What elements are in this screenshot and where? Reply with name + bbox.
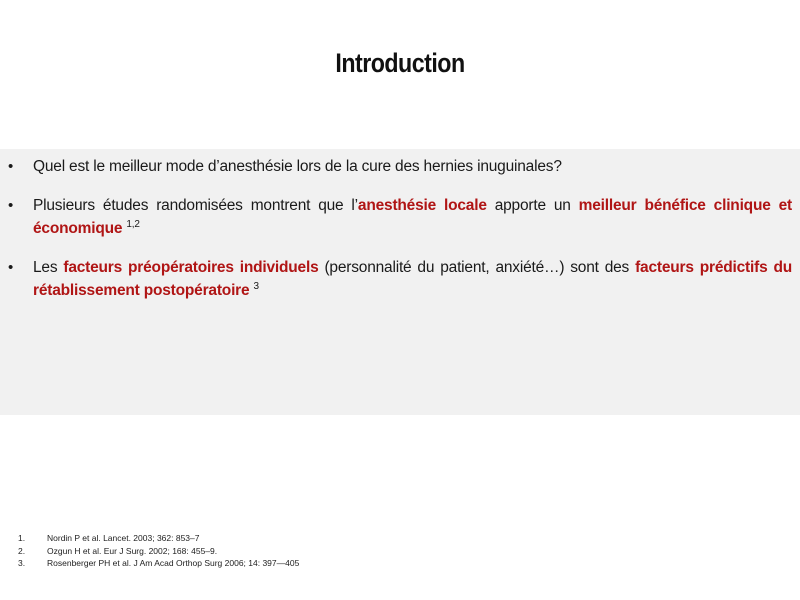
bullet-text: Quel est le meilleur mode d’anesthésie lors de la cure des hernies inuguinales? xyxy=(33,158,562,175)
reference-number: 3. xyxy=(18,558,26,568)
bullet-marker: • xyxy=(8,197,14,214)
highlight-clinical-benefit: meilleur bénéfice clinique et économique xyxy=(33,197,792,237)
reference-superscript: 3 xyxy=(253,281,259,292)
bullet-marker: • xyxy=(8,259,14,276)
bullet-item-randomized-studies xyxy=(0,194,800,240)
bullet-text: (personnalité du patient, anxiété…) sont des xyxy=(318,259,636,276)
reference-number: 2. xyxy=(18,545,26,556)
bullet-list xyxy=(0,155,800,302)
reference-item xyxy=(18,532,778,545)
references-list xyxy=(18,532,778,570)
bullet-text: Plusieurs études randomisées montrent que l’ xyxy=(33,197,358,214)
highlight-predictive-factors: facteurs prédictifs du rétablissement postopératoire xyxy=(33,259,793,299)
reference-item xyxy=(18,557,778,570)
bullet-item-preoperative-factors xyxy=(0,256,800,302)
bullet-text: Les xyxy=(33,259,64,276)
slide-title: Introduction xyxy=(335,48,465,78)
bullet-text: apporte un xyxy=(486,197,579,214)
reference-text: Nordin P et al. Lancet. 2003; 362: 853–7 xyxy=(47,533,200,543)
bullet-item-anesthesia-question xyxy=(0,155,800,178)
reference-text: Ozgun H et al. Eur J Surg. 2002; 168: 455–9. xyxy=(47,545,218,556)
reference-item xyxy=(18,545,778,558)
reference-text: Rosenberger PH et al. J Am Acad Orthop Surg 2006; 14: 397—405 xyxy=(47,558,300,568)
highlight-local-anesthesia: anesthésie locale xyxy=(357,197,487,214)
reference-superscript: 1,2 xyxy=(126,219,140,230)
reference-number: 1. xyxy=(18,533,26,543)
content-panel xyxy=(0,149,800,415)
highlight-preoperative-factors: facteurs préopératoires individuels xyxy=(63,259,319,276)
bullet-marker: • xyxy=(8,158,14,175)
